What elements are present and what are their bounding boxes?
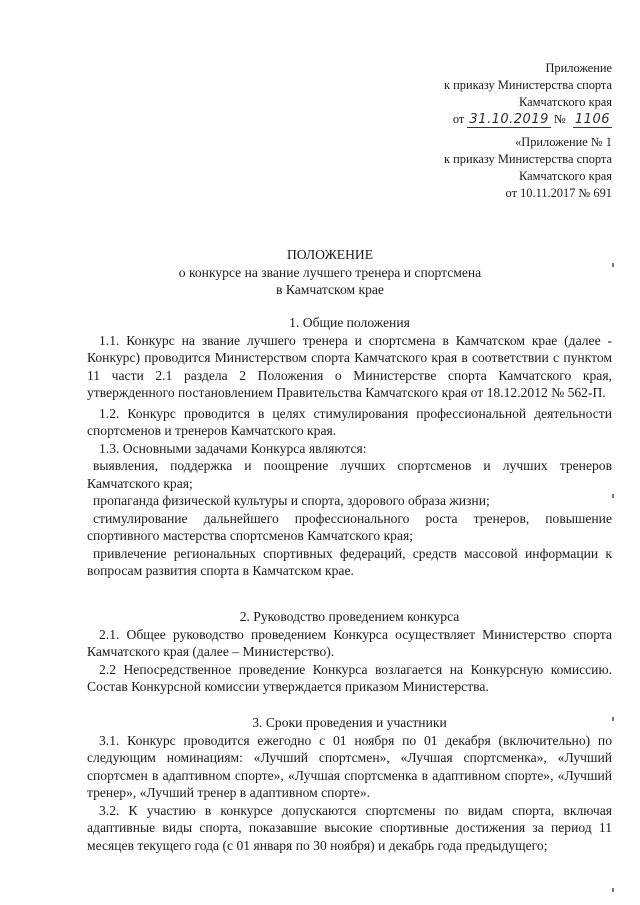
title-line-2: о конкурсе на звание лучшего тренера и спортсмена — [178, 264, 482, 280]
paragraph-2-2: 2.2 Непосредственное проведение Конкурса возлагается на Конкурсную комиссию. Состав Конкурсной комиссии утверждается приказом Министерства. — [87, 661, 612, 694]
section-2 — [87, 608, 612, 696]
handwritten-date: 31.10.2019 — [469, 112, 549, 127]
title-line-3: в Камчатском крае — [276, 282, 384, 297]
paragraph-3-2: 3.2. К участию в конкурсе допускаются спортсмены по видам спорта, включая адаптивные виды спорта, показавшие высокие спортивные достижения за период 11 месяцев текущего года (с 01 января по 30 ноября) и декабрь года предыдущего; — [87, 802, 612, 853]
header2-line-3: Камчатского края — [519, 169, 612, 183]
header-appendix — [444, 60, 612, 128]
paragraph-1-3-a: выявления, поддержка и поощрение лучших спортсменов и лучших тренеров Камчатского края; — [87, 458, 612, 491]
paragraph-3-1: 3.1. Конкурс проводится ежегодно с 01 ноября по 01 декабря (включительно) по следующим номинациям: «Лучший спортсмен», «Лучшая спортсменка», «Лучший спортсмен в адаптивном спорте», «Лучшая спортсменка в адаптивном спорте», «Лучший тренер», «Лучший тренер в адаптивном спорте». — [87, 732, 612, 800]
section-2-title: 2. Руководство проведением конкурса — [239, 609, 460, 624]
header-line-3: Камчатского края — [519, 95, 612, 109]
scan-edge-mark — [612, 888, 614, 892]
header2-line-4: от 10.11.2017 № 691 — [505, 186, 612, 200]
title-line-1: ПОЛОЖЕНИЕ — [286, 247, 374, 262]
section-3-title: 3. Сроки проведения и участники — [252, 715, 447, 730]
scan-edge-mark — [612, 263, 614, 267]
paragraph-1-3-d: привлечение региональных спортивных федераций, средств массовой информации к вопросам развития спорта в Камчатском крае. — [87, 545, 612, 578]
header-date-line — [444, 111, 612, 128]
section-1 — [87, 314, 612, 580]
paragraph-1-2: 1.2. Конкурс проводится в целях стимулирования профессиональной деятельности спортсменов и тренеров Камчатского края. — [87, 405, 612, 438]
header-num-sign: № — [553, 112, 566, 126]
scan-edge-mark — [612, 494, 614, 498]
paragraph-1-1: 1.1. Конкурс на звание лучшего тренера и спортсмена в Камчатском крае (далее - Конкурс) проводится Министерством спорта Камчатского края в соответствии с пунктом 11 части 2.1 раздела 2 Положения о Министерстве спорта Камчатского края, утвержденного постановлением Правительства Камчатского края от 18.12.2012 № 562-П. — [87, 332, 612, 400]
header-appendix-1 — [444, 134, 612, 202]
header2-line-2: к приказу Министерства спорта — [444, 152, 612, 166]
header-date-prefix: от — [452, 112, 465, 126]
scan-edge-mark — [612, 717, 614, 721]
section-1-title: 1. Общие положения — [289, 315, 410, 330]
document-title — [90, 246, 570, 299]
header-line-2: к приказу Министерства спорта — [444, 78, 612, 92]
paragraph-1-3-c: стимулирование дальнейшего профессионального роста тренеров, повышение спортивного мастерства спортсменов Камчатского края; — [87, 510, 612, 543]
handwritten-number: 1106 — [574, 112, 610, 127]
header-line-1: Приложение — [545, 61, 612, 75]
paragraph-1-3: 1.3. Основными задачами Конкурса являются: — [99, 440, 367, 456]
header2-line-1: «Приложение № 1 — [515, 135, 612, 149]
paragraph-2-1: 2.1. Общее руководство проведением Конкурса осуществляет Министерство спорта Камчатского края (далее – Министерство). — [87, 626, 612, 659]
section-3 — [87, 714, 612, 854]
paragraph-1-3-b: пропаганда физической культуры и спорта, здорового образа жизни; — [93, 493, 490, 508]
